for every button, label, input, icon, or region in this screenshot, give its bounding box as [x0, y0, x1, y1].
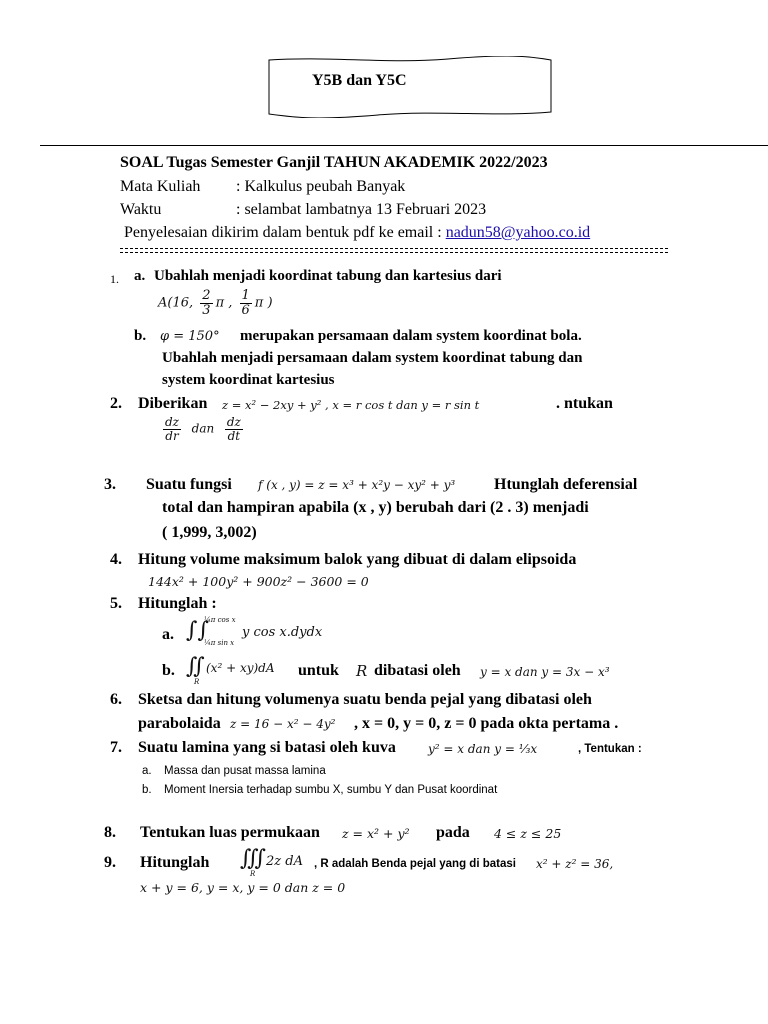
q8-number: 8.: [104, 824, 116, 841]
q8-range: 4 ≤ z ≤ 25: [494, 826, 562, 841]
q1b-text3: system koordinat kartesius: [162, 372, 335, 388]
q5b-math: (x² + xy)dA: [206, 661, 275, 675]
q9-desc: , R adalah Benda pejal yang di batasi: [314, 858, 516, 870]
q5b-text2: dibatasi oleh: [374, 662, 461, 679]
q5a-math: y cos x.dydx: [242, 625, 323, 640]
q4-text: Hitung volume maksimum balok yang dibuat di dalam elipsoida: [138, 551, 577, 568]
q3-label: Suatu fungsi: [146, 476, 232, 493]
q7b-text: Moment Inersia terhadap sumbu X, sumbu Y dan Pusat koordinat: [164, 784, 498, 796]
q2-derivatives: $\frac{dz}{dr}$ dan $\frac{dz}{dt}$: [165, 415, 241, 443]
q1a-label: a.: [134, 268, 146, 284]
q3-math: f (x , y) = z = x³ + x²y − xy² + y³: [258, 478, 456, 492]
q2-math: z = x² − 2xy + y² , x = r cos t dan y = r sin t: [222, 398, 480, 412]
page-title: SOAL Tugas Semester Ganjil TAHUN AKADEMIK 2022/2023: [120, 154, 548, 171]
mk-label: Mata Kuliah: [120, 178, 201, 195]
q5b-integral-sign: ∬: [186, 654, 205, 679]
q6-number: 6.: [110, 691, 122, 708]
q1b-text1: merupakan persamaan dalam system koordinat bola.: [240, 328, 582, 344]
q8-math: z = x² + y²: [342, 826, 410, 841]
q1a-point: A(16, $\frac{2}{3}$ π , $\frac{1}{6}$ π ): [158, 288, 273, 318]
title-banner: [268, 56, 552, 118]
banner-text: Y5B dan Y5C: [312, 72, 407, 89]
q2-label: Diberikan: [138, 395, 208, 412]
q2-number: 2.: [110, 395, 122, 412]
q6-text2b: , x = 0, y = 0, z = 0 pada okta pertama .: [354, 715, 619, 732]
q7-text: Suatu lamina yang si batasi oleh kuva: [138, 739, 396, 756]
q3-text2: total dan hampiran apabila (x , y) berubah dari (2 . 3) menjadi: [162, 499, 589, 516]
q5-text: Hitunglah :: [138, 595, 217, 612]
q9-number: 9.: [104, 854, 116, 871]
waktu-label: Waktu: [120, 201, 162, 218]
mk-value: : Kalkulus peubah Banyak: [236, 178, 406, 195]
q5b-math2: y = x dan y = 3x − x³: [480, 665, 610, 679]
email-link[interactable]: nadun58@yahoo.co.id: [445, 224, 591, 241]
q1-number: 1.: [110, 272, 119, 286]
q7-number: 7.: [110, 739, 122, 756]
q7b-label: b.: [142, 784, 152, 796]
q5a-integral-sign: ∫∫: [186, 618, 209, 643]
q6-text2a: parabolaida: [138, 715, 221, 732]
q9-text: Hitunglah: [140, 854, 210, 871]
q8-text: Tentukan luas permukaan: [140, 824, 320, 841]
q5b-text1: untuk: [298, 662, 339, 679]
header-rule: [40, 145, 768, 146]
q4-number: 4.: [110, 551, 122, 568]
q5b-region: R: [194, 678, 200, 686]
q9-region: R: [250, 870, 256, 878]
q1b-label: b.: [134, 328, 147, 344]
q3-number: 3.: [104, 476, 116, 493]
q7a-label: a.: [142, 765, 152, 777]
q5a-lower-limits: ¼π sin x: [204, 639, 235, 647]
q6-text1: Sketsa dan hitung volumenya suatu benda pejal yang dibatasi oleh: [138, 691, 592, 708]
q5b-label: b.: [162, 662, 175, 679]
q7a-text: Massa dan pusat massa lamina: [164, 765, 326, 777]
q9-math2: x² + z² = 36,: [536, 857, 614, 871]
q4-math: 144x² + 100y² + 900z² − 3600 = 0: [148, 574, 369, 589]
submit-line: [124, 224, 590, 242]
q8-pada: pada: [436, 824, 470, 841]
q2-tail: . ntukan: [556, 395, 613, 412]
waktu-value: : selambat lambatnya 13 Februari 2023: [236, 201, 487, 218]
q7-math: y² = x dan y = ⅓x: [428, 742, 538, 756]
q5a-label: a.: [162, 626, 174, 643]
q5b-region-symbol: R: [356, 662, 368, 680]
divider-line-2: [120, 252, 668, 254]
q1a-text: Ubahlah menjadi koordinat tabung dan kartesius dari: [154, 268, 502, 284]
q9-integral-sign: ∭: [240, 846, 267, 871]
divider-line-1: [120, 248, 668, 250]
q5a-upper-limits: ¼π cos x: [204, 616, 236, 624]
q9-line2: x + y = 6, y = x, y = 0 dan z = 0: [140, 880, 346, 895]
submit-text: Penyelesaian dikirim dalam bentuk pdf ke email :: [124, 224, 446, 241]
q6-math: z = 16 − x² − 4y²: [230, 717, 336, 731]
q7-tail: , Tentukan :: [578, 743, 642, 755]
q3-text1: Htunglah deferensial: [494, 476, 638, 493]
q1b-math: φ = 150°: [160, 329, 220, 344]
q9-math: 2z dA: [266, 854, 303, 869]
q3-text3: ( 1,999, 3,002): [162, 524, 257, 541]
q5-number: 5.: [110, 595, 122, 612]
q1b-text2: Ubahlah menjadi persamaan dalam system koordinat tabung dan: [162, 350, 583, 366]
